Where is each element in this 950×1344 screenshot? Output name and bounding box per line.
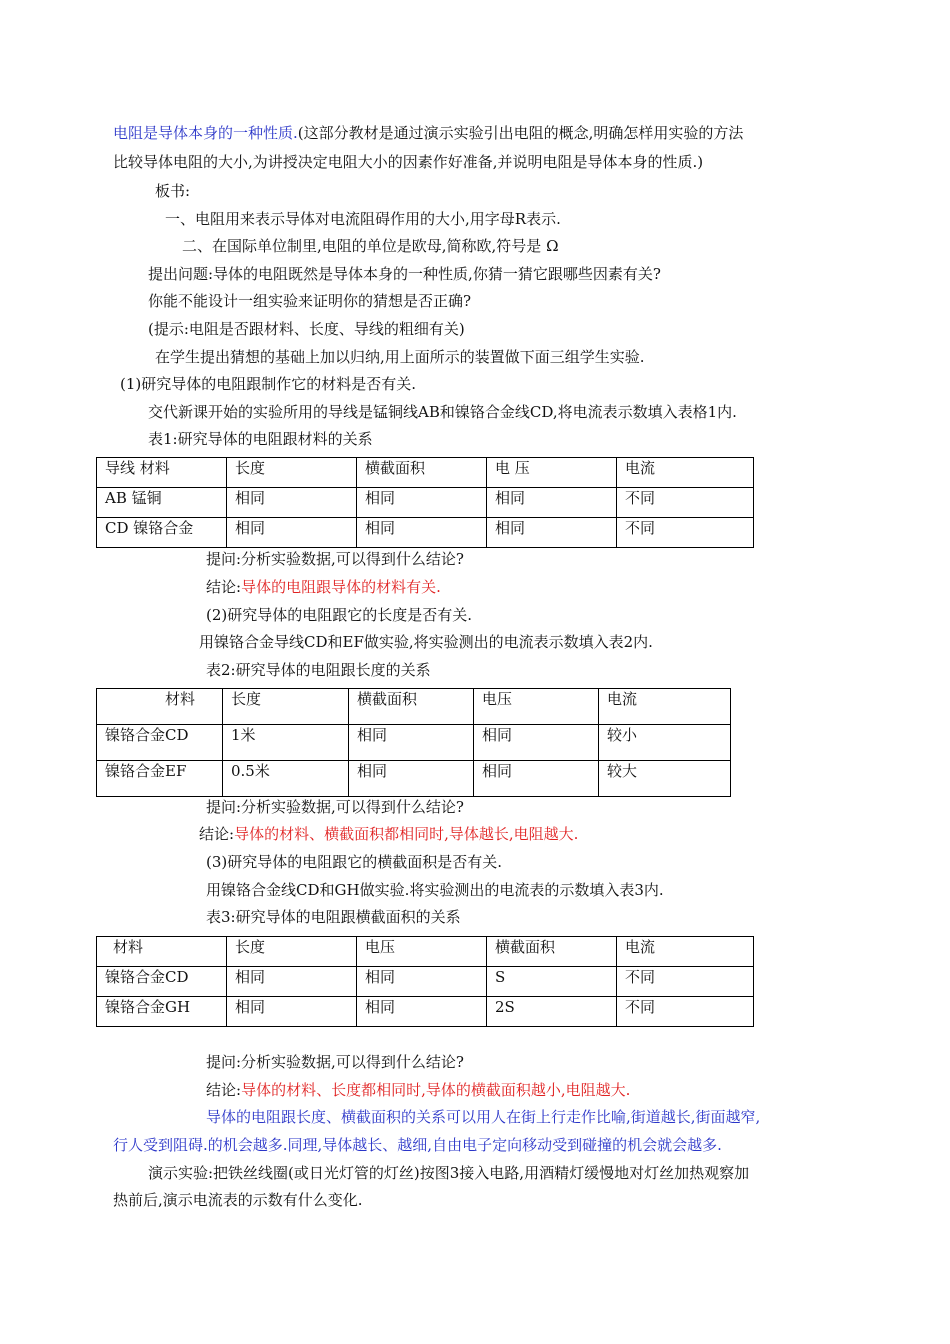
table-cell: 镍铬合金GH: [97, 997, 227, 1027]
exp3-description: 用镍铬合金线CD和GH做实验.将实验测出的电流表的示数填入表3内.: [206, 881, 664, 899]
exp1-conclusion: [206, 577, 441, 597]
table-cell: 相同: [474, 725, 599, 761]
board-label: 板书:: [155, 182, 191, 200]
table-cell: 长度: [227, 458, 357, 488]
summary-text: 在学生提出猜想的基础上加以归纳,用上面所示的装置做下面三组学生实验.: [155, 348, 645, 366]
table-cell: 相同: [227, 997, 357, 1027]
table-2-header-row: [97, 689, 731, 725]
table-row: [97, 997, 754, 1027]
table3-caption: 表3:研究导体的电阻跟横截面积的关系: [206, 908, 461, 926]
table-cell: 横截面积: [349, 689, 474, 725]
table-cell: S: [487, 967, 617, 997]
table-cell: 电压: [474, 689, 599, 725]
table-row: [97, 761, 731, 797]
table-cell: 电流: [599, 689, 731, 725]
table-row: [97, 488, 754, 518]
conclusion-label: 结论:: [206, 578, 242, 596]
table-cell: 相同: [357, 997, 487, 1027]
table-3: [96, 936, 754, 1027]
exp3-question: 提问:分析实验数据,可以得到什么结论?: [206, 1053, 464, 1071]
exp2-heading: (2)研究导体的电阻跟它的长度是否有关.: [206, 606, 473, 624]
table-cell: 2S: [487, 997, 617, 1027]
table-cell: 相同: [487, 488, 617, 518]
table1-caption: 表1:研究导体的电阻跟材料的关系: [148, 430, 373, 448]
demo-line-2: 热前后,演示电流表的示数有什么变化.: [113, 1191, 363, 1209]
table-cell: 镍铬合金EF: [97, 761, 223, 797]
table-cell: CD 镍铬合金: [97, 518, 227, 548]
table-cell: 镍铬合金CD: [97, 725, 223, 761]
table-cell: 相同: [357, 518, 487, 548]
table-row: [97, 967, 754, 997]
table-1-header-row: [97, 458, 754, 488]
table-2: [96, 688, 731, 797]
table-row: [97, 725, 731, 761]
intro-line-2: 比较导体电阻的大小,为讲授决定电阻大小的因素作好准备,并说明电阻是导体本身的性质.): [113, 153, 704, 171]
table-cell: 材料: [97, 689, 223, 725]
conclusion-text: 导体的电阻跟导体的材料有关.: [241, 578, 441, 596]
conclusion-label: 结论:: [206, 1081, 242, 1099]
table-cell: 不同: [617, 488, 754, 518]
conclusion-text: 导体的材料、横截面积都相同时,导体越长,电阻越大.: [234, 825, 579, 843]
table-cell: 长度: [227, 937, 357, 967]
table-cell: 电压: [357, 937, 487, 967]
table-cell: 0.5米: [223, 761, 349, 797]
exp2-question: 提问:分析实验数据,可以得到什么结论?: [206, 798, 464, 816]
table-cell: 相同: [227, 518, 357, 548]
intro-line-1: [113, 123, 743, 143]
conclusion-text: 导体的材料、长度都相同时,导体的横截面积越小,电阻越大.: [241, 1081, 631, 1099]
table-cell: 相同: [474, 761, 599, 797]
table-cell: 较小: [599, 725, 731, 761]
table-cell: 长度: [223, 689, 349, 725]
table-cell: 相同: [349, 725, 474, 761]
table-cell: 较大: [599, 761, 731, 797]
table-cell: 电流: [617, 458, 754, 488]
analogy-line-1: 导体的电阻跟长度、横截面积的关系可以用人在街上行走作比喻,街道越长,街面越窄,: [206, 1108, 761, 1126]
table-cell: 相同: [487, 518, 617, 548]
table-cell: 导线 材料: [97, 458, 227, 488]
table-cell: 镍铬合金CD: [97, 967, 227, 997]
table-3-header-row: [97, 937, 754, 967]
table-row: [97, 518, 754, 548]
exp1-heading: (1)研究导体的电阻跟制作它的材料是否有关.: [120, 375, 417, 393]
table-cell: 1米: [223, 725, 349, 761]
table-cell: 不同: [617, 518, 754, 548]
analogy-line-2: 行人受到阻碍.的机会越多.同理,导体越长、越细,自由电子定向移动受到碰撞的机会就会越多.: [113, 1136, 722, 1154]
table-cell: 材料: [97, 937, 227, 967]
table-cell: 电流: [617, 937, 754, 967]
table-cell: 电 压: [487, 458, 617, 488]
board-item-1: 一、电阻用来表示导体对电流阻碍作用的大小,用字母R表示.: [165, 210, 561, 228]
intro-line-1-rest: (这部分教材是通过演示实验引出电阻的概念,明确怎样用实验的方法: [297, 124, 744, 142]
question-2: 你能不能设计一组实验来证明你的猜想是否正确?: [148, 292, 472, 310]
table-cell: 相同: [357, 488, 487, 518]
exp1-description: 交代新课开始的实验所用的导线是锰铜线AB和镍铬合金线CD,将电流表示数填入表格1内.: [148, 403, 737, 421]
hint-text: (提示:电阻是否跟材料、长度、导线的粗细有关): [148, 320, 465, 338]
exp3-heading: (3)研究导体的电阻跟它的横截面积是否有关.: [206, 853, 503, 871]
table-cell: 横截面积: [357, 458, 487, 488]
table2-caption: 表2:研究导体的电阻跟长度的关系: [206, 661, 431, 679]
table-cell: 不同: [617, 997, 754, 1027]
table-cell: 横截面积: [487, 937, 617, 967]
table-cell: AB 锰铜: [97, 488, 227, 518]
table-cell: 相同: [349, 761, 474, 797]
exp2-description: 用镍铬合金导线CD和EF做实验,将实验测出的电流表示数填入表2内.: [199, 633, 653, 651]
table-1: [96, 457, 754, 548]
exp2-conclusion: [199, 824, 578, 844]
intro-highlight: 电阻是导体本身的一种性质.: [113, 124, 298, 142]
table-cell: 相同: [357, 967, 487, 997]
table-cell: 相同: [227, 967, 357, 997]
demo-line-1: 演示实验:把铁丝线圈(或日光灯管的灯丝)按图3接入电路,用酒精灯缓慢地对灯丝加热观察加: [148, 1164, 750, 1182]
table-cell: 相同: [227, 488, 357, 518]
exp3-conclusion: [206, 1080, 630, 1100]
board-item-2: 二、在国际单位制里,电阻的单位是欧母,简称欧,符号是 Ω: [182, 237, 559, 255]
table-cell: 不同: [617, 967, 754, 997]
question-1: 提出问题:导体的电阻既然是导体本身的一种性质,你猜一猜它跟哪些因素有关?: [148, 265, 661, 283]
conclusion-label: 结论:: [199, 825, 235, 843]
exp1-question: 提问:分析实验数据,可以得到什么结论?: [206, 550, 464, 568]
